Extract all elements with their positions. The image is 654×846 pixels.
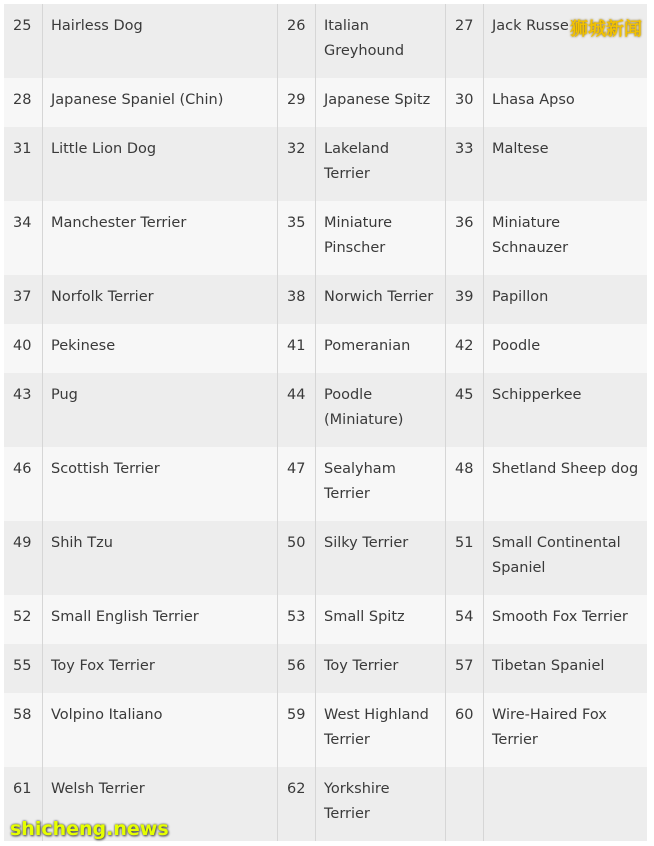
breed-name: Shetland Sheep dog bbox=[483, 447, 647, 521]
breed-number: 34 bbox=[4, 201, 42, 275]
breed-name: Volpino Italiano bbox=[42, 693, 277, 767]
breed-number: 54 bbox=[445, 595, 483, 644]
breed-name: Poodle (Miniature) bbox=[315, 373, 445, 447]
breed-name: Pug bbox=[42, 373, 277, 447]
breed-name: Maltese bbox=[483, 127, 647, 201]
table-row bbox=[4, 693, 647, 767]
breed-number: 58 bbox=[4, 693, 42, 767]
breed-name: Wire-Haired Fox Terrier bbox=[483, 693, 647, 767]
breed-number: 53 bbox=[277, 595, 315, 644]
breed-name: Pomeranian bbox=[315, 324, 445, 373]
breed-name: Miniature Schnauzer bbox=[483, 201, 647, 275]
breed-name: Scottish Terrier bbox=[42, 447, 277, 521]
table-row bbox=[4, 4, 647, 78]
table-row bbox=[4, 595, 647, 644]
breed-number: 50 bbox=[277, 521, 315, 595]
table-row bbox=[4, 767, 647, 841]
watermark-bottom: shicheng.news bbox=[10, 818, 169, 840]
table-row bbox=[4, 201, 647, 275]
breed-number: 27 bbox=[445, 4, 483, 78]
table-row bbox=[4, 521, 647, 595]
table-row bbox=[4, 447, 647, 521]
breed-number: 43 bbox=[4, 373, 42, 447]
breed-name: Yorkshire Terrier bbox=[315, 767, 445, 841]
breed-number: 26 bbox=[277, 4, 315, 78]
breed-name: Italian Greyhound bbox=[315, 4, 445, 78]
breed-name: Poodle bbox=[483, 324, 647, 373]
breed-name: Lakeland Terrier bbox=[315, 127, 445, 201]
breed-number: 44 bbox=[277, 373, 315, 447]
breed-number: 48 bbox=[445, 447, 483, 521]
breed-name: Manchester Terrier bbox=[42, 201, 277, 275]
breed-number: 38 bbox=[277, 275, 315, 324]
breed-number: 42 bbox=[445, 324, 483, 373]
breed-number: 31 bbox=[4, 127, 42, 201]
breed-name: Pekinese bbox=[42, 324, 277, 373]
breed-number: 35 bbox=[277, 201, 315, 275]
table-row bbox=[4, 275, 647, 324]
table-row bbox=[4, 78, 647, 127]
breed-number: 41 bbox=[277, 324, 315, 373]
watermark-top: 狮城新闻 bbox=[570, 19, 642, 40]
table-row bbox=[4, 127, 647, 201]
breed-number: 28 bbox=[4, 78, 42, 127]
breed-number: 61 bbox=[4, 767, 42, 841]
breed-name: Schipperkee bbox=[483, 373, 647, 447]
breed-name: Small Continental Spaniel bbox=[483, 521, 647, 595]
breed-number: 25 bbox=[4, 4, 42, 78]
breed-name: Smooth Fox Terrier bbox=[483, 595, 647, 644]
breed-name: Shih Tzu bbox=[42, 521, 277, 595]
breed-number: 36 bbox=[445, 201, 483, 275]
breed-number: 49 bbox=[4, 521, 42, 595]
breed-name: Small English Terrier bbox=[42, 595, 277, 644]
breed-name: Papillon bbox=[483, 275, 647, 324]
breed-number: 57 bbox=[445, 644, 483, 693]
breed-number: 47 bbox=[277, 447, 315, 521]
breed-number: 52 bbox=[4, 595, 42, 644]
breed-name: Miniature Pinscher bbox=[315, 201, 445, 275]
breed-number: 56 bbox=[277, 644, 315, 693]
breed-name: Tibetan Spaniel bbox=[483, 644, 647, 693]
breed-name: Japanese Spitz bbox=[315, 78, 445, 127]
breed-name: Lhasa Apso bbox=[483, 78, 647, 127]
dog-breed-table bbox=[4, 4, 647, 841]
table-row bbox=[4, 644, 647, 693]
breed-name: Norwich Terrier bbox=[315, 275, 445, 324]
breed-name: Silky Terrier bbox=[315, 521, 445, 595]
breed-name: Hairless Dog bbox=[42, 4, 277, 78]
breed-number: 60 bbox=[445, 693, 483, 767]
breed-name: West Highland Terrier bbox=[315, 693, 445, 767]
breed-name: Toy Fox Terrier bbox=[42, 644, 277, 693]
breed-number: 45 bbox=[445, 373, 483, 447]
breed-name: Norfolk Terrier bbox=[42, 275, 277, 324]
breed-number: 55 bbox=[4, 644, 42, 693]
dog-breed-table-body bbox=[4, 4, 647, 841]
breed-name: Japanese Spaniel (Chin) bbox=[42, 78, 277, 127]
table-row bbox=[4, 324, 647, 373]
breed-number bbox=[445, 767, 483, 841]
breed-number: 39 bbox=[445, 275, 483, 324]
breed-number: 37 bbox=[4, 275, 42, 324]
breed-number: 29 bbox=[277, 78, 315, 127]
breed-number: 32 bbox=[277, 127, 315, 201]
table-row bbox=[4, 373, 647, 447]
breed-number: 40 bbox=[4, 324, 42, 373]
breed-number: 59 bbox=[277, 693, 315, 767]
breed-number: 46 bbox=[4, 447, 42, 521]
breed-name: Jack Russe bbox=[483, 4, 647, 78]
breed-name bbox=[483, 767, 647, 841]
breed-number: 51 bbox=[445, 521, 483, 595]
breed-name: Little Lion Dog bbox=[42, 127, 277, 201]
breed-name: Sealyham Terrier bbox=[315, 447, 445, 521]
breed-name: Welsh Terrier bbox=[42, 767, 277, 841]
breed-name: Toy Terrier bbox=[315, 644, 445, 693]
breed-number: 33 bbox=[445, 127, 483, 201]
breed-number: 62 bbox=[277, 767, 315, 841]
breed-name: Small Spitz bbox=[315, 595, 445, 644]
breed-number: 30 bbox=[445, 78, 483, 127]
